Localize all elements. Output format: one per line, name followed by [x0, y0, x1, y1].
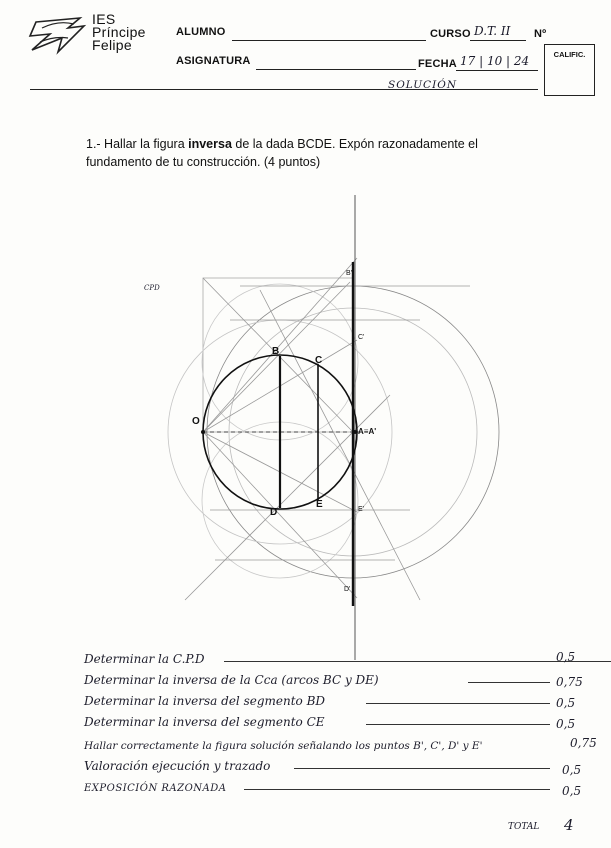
solucion-value: SOLUCIÓN [388, 79, 458, 91]
grading-row [84, 692, 604, 710]
grading-row [84, 650, 604, 668]
grading-row-score: 0,5 [562, 784, 582, 798]
cpd-label: CPD [144, 284, 160, 292]
question-text-bold: inversa [188, 137, 232, 151]
point-label-b-prime: B' [346, 270, 353, 277]
grading-row-text: EXPOSICIÓN RAZONADA [84, 783, 227, 794]
total-value: 4 [564, 816, 574, 834]
curso-label: CURSO [430, 28, 471, 40]
fecha-value: 17 | 10 | 24 [460, 54, 530, 68]
point-label-o: O [192, 416, 200, 427]
grading-row-text: Hallar correctamente la figura solución señalando los puntos B', C', D' y E' [84, 740, 483, 752]
grading-row-text: Valoración ejecución y trazado [84, 759, 271, 773]
point-label-a: A≡A' [358, 427, 377, 436]
alumno-label: ALUMNO [176, 26, 226, 38]
grading-row-text: Determinar la inversa de la Cca (arcos BC y DE) [84, 673, 379, 687]
calific-label: CALIFIC. [553, 50, 586, 59]
grading-row-score: 0,75 [570, 736, 597, 750]
grading-row [84, 713, 604, 731]
school-name-line3: Felipe [92, 37, 132, 53]
grading-row-score: 0,5 [556, 717, 576, 731]
point-label-e: E [316, 499, 323, 510]
grading-row-text: Determinar la inversa del segmento BD [84, 694, 326, 708]
point-label-c-prime: C' [358, 334, 365, 341]
curso-value: D.T. II [474, 24, 511, 38]
grading-row-score: 0,5 [562, 763, 582, 777]
point-label-e-prime: E' [358, 506, 365, 513]
grading-row-text: Determinar la inversa del segmento CE [84, 715, 325, 729]
total-label: TOTAL [508, 822, 540, 832]
grading-row [84, 671, 604, 689]
point-label-b: B [272, 346, 280, 357]
construction-lines [168, 258, 499, 600]
grading-row [84, 757, 604, 775]
grading-row [84, 736, 604, 754]
question-text-pre: 1.- Hallar la figura [86, 137, 189, 151]
school-name-line1: IES [92, 11, 116, 27]
point-label-c: C [315, 355, 323, 366]
school-name-line2: Príncipe [92, 24, 146, 40]
grading-row-score: 0,5 [556, 650, 576, 664]
numero-label: Nº [534, 28, 547, 40]
asignatura-label: ASIGNATURA [176, 55, 251, 67]
grading-row-score: 0,5 [556, 696, 576, 710]
grading-row-score: 0,75 [556, 675, 583, 689]
fecha-label: FECHA [418, 58, 457, 70]
point-label-d: D [270, 507, 278, 518]
point-label-d-prime: D' [344, 586, 351, 593]
grading-row-text: Determinar la C.P.D [84, 652, 205, 666]
grading-row [84, 778, 604, 796]
question-text-post: de la dada BCDE. Expón razonadamente el fundamento de tu construcción. (4 puntos) [86, 137, 478, 169]
